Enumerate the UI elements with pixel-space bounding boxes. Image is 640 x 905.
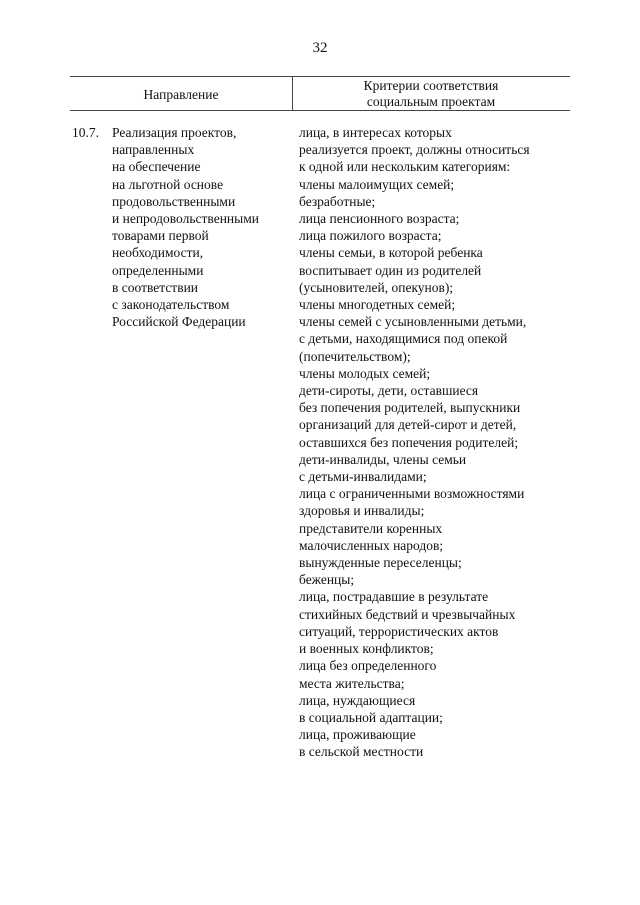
criteria-line: реализуется проект, должны относиться (299, 142, 530, 158)
criteria-line: лица пенсионного возраста; (299, 211, 460, 227)
direction-line: необходимости, (112, 245, 204, 261)
criteria-line: лица, пострадавшие в результате (299, 589, 489, 605)
criteria-line: лица, нуждающиеся (299, 692, 416, 708)
criteria-line: лица без определенного (299, 658, 437, 674)
table-header-bottom-rule (70, 110, 570, 111)
criteria-line: представители коренных (299, 520, 443, 536)
criteria-line: безработные; (299, 193, 376, 209)
criteria-line: в социальной адаптации; (299, 709, 443, 725)
direction-line: определенными (112, 262, 204, 278)
direction-line: товарами первой (112, 228, 209, 244)
criteria-line: малочисленных народов; (299, 537, 444, 553)
direction-line: на обеспечение (112, 159, 201, 175)
table-top-rule (70, 76, 570, 77)
criteria-line: к одной или нескольким категориям: (299, 159, 511, 175)
criteria-line: воспитывает один из родителей (299, 262, 482, 278)
criteria-line: дети-инвалиды, члены семьи (299, 451, 467, 467)
criteria-line: с детьми, находящимися под опекой (299, 331, 508, 347)
criteria-line: члены малоимущих семей; (299, 176, 455, 192)
criteria-line: члены многодетных семей; (299, 297, 456, 313)
header-criteria-line: социальным проектам (366, 94, 496, 109)
criteria-line: (попечительством); (299, 348, 411, 364)
criteria-line: без попечения родителей, выпускники (299, 400, 521, 416)
criteria-line: лица пожилого возраста; (299, 228, 442, 244)
direction-line: Российской Федерации (112, 314, 246, 330)
criteria-line: члены семьи, в которой ребенка (299, 245, 483, 261)
direction-line: продовольственными (112, 193, 236, 209)
criteria-line: и военных конфликтов; (299, 641, 434, 657)
header-direction: Направление (143, 87, 219, 102)
criteria-line: лица, в интересах которых (299, 125, 452, 140)
criteria-line: в сельской местности (299, 744, 424, 760)
criteria-line: (усыновителей, опекунов); (299, 279, 454, 295)
criteria-line: дети-сироты, дети, оставшиеся (299, 383, 479, 399)
criteria-line: места жительства; (299, 675, 405, 691)
header-criteria (292, 78, 570, 110)
direction-line: направленных (112, 142, 195, 158)
criteria-line: лица, проживающие (299, 727, 416, 743)
criteria-line: оставшихся без попечения родителей; (299, 434, 519, 450)
criteria-line: с детьми-инвалидами; (299, 469, 427, 485)
criteria-line: члены семей с усыновленными детьми, (299, 314, 527, 330)
row-number: 10.7. (72, 125, 99, 140)
criteria-line: ситуаций, террористических актов (299, 623, 499, 639)
header-criteria-line: Критерии соответствия (363, 78, 499, 93)
direction-line: Реализация проектов, (112, 125, 237, 140)
direction-line: на льготной основе (112, 176, 224, 192)
direction-cell (112, 124, 292, 330)
criteria-line: стихийных бедствий и чрезвычайных (299, 606, 516, 622)
direction-line: в соответствии (112, 279, 199, 295)
criteria-line: беженцы; (299, 572, 355, 588)
direction-line: с законодательством (112, 297, 230, 313)
direction-line: и непродовольственными (112, 211, 259, 227)
criteria-cell (299, 124, 570, 761)
criteria-line: здоровья и инвалиды; (299, 503, 425, 519)
criteria-line: лица с ограниченными возможностями (299, 486, 525, 502)
criteria-line: члены молодых семей; (299, 365, 431, 381)
page-number: 32 (312, 40, 328, 56)
criteria-line: организаций для детей-сирот и детей, (299, 417, 517, 433)
criteria-line: вынужденные переселенцы; (299, 555, 462, 571)
